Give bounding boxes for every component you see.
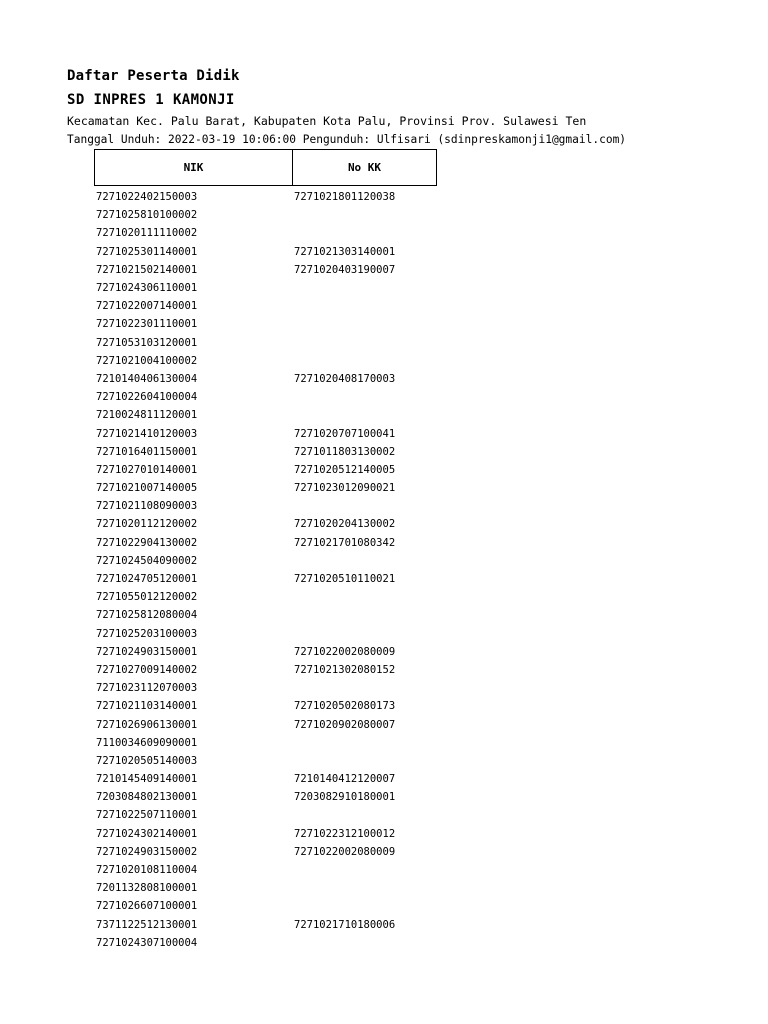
nik-cell: 7271024705120001	[96, 573, 198, 586]
document-title: Daftar Peserta Didik	[67, 68, 240, 84]
table-row	[96, 879, 496, 897]
nik-cell: 7271021004100002	[96, 354, 198, 367]
nik-cell: 7271026906130001	[96, 718, 198, 731]
column-header-nik: NIK	[95, 150, 293, 185]
school-name: SD INPRES 1 KAMONJI	[67, 92, 235, 108]
table-row	[96, 261, 496, 279]
no-kk-cell: 7271021302080152	[294, 663, 396, 676]
table-row	[96, 897, 496, 915]
table-row	[96, 606, 496, 624]
nik-cell: 7271022507110001	[96, 809, 198, 822]
table-row	[96, 479, 496, 497]
table-row	[96, 388, 496, 406]
nik-cell: 7271022402150003	[96, 191, 198, 204]
table-row	[96, 206, 496, 224]
nik-cell: 7271024302140001	[96, 827, 198, 840]
table-row	[96, 279, 496, 297]
no-kk-cell: 7271021701080342	[294, 536, 396, 549]
table-row	[96, 843, 496, 861]
table-row	[96, 934, 496, 952]
nik-cell: 7271016401150001	[96, 445, 198, 458]
no-kk-cell: 7271020408170003	[294, 372, 396, 385]
table-body	[96, 188, 496, 952]
no-kk-cell: 7271020707100041	[294, 427, 396, 440]
nik-cell: 7271024504090002	[96, 554, 198, 567]
nik-cell: 7271024307100004	[96, 936, 198, 949]
no-kk-cell: 7271022312100012	[294, 827, 396, 840]
table-row	[96, 788, 496, 806]
no-kk-cell: 7271020510110021	[294, 573, 396, 586]
table-row	[96, 224, 496, 242]
table-row	[96, 588, 496, 606]
nik-cell: 7210140406130004	[96, 372, 198, 385]
nik-cell: 7210024811120001	[96, 409, 198, 422]
location-line: Kecamatan Kec. Palu Barat, Kabupaten Kota Palu, Provinsi Prov. Sulawesi Ten	[67, 114, 587, 128]
nik-cell: 7201132808100001	[96, 882, 198, 895]
nik-cell: 7271024306110001	[96, 282, 198, 295]
nik-cell: 7271025810100002	[96, 209, 198, 222]
no-kk-cell: 7271021710180006	[294, 918, 396, 931]
nik-cell: 7271022904130002	[96, 536, 198, 549]
nik-cell: 7271021108090003	[96, 500, 198, 513]
table-row	[96, 679, 496, 697]
nik-cell: 7271027010140001	[96, 463, 198, 476]
download-info: Tanggal Unduh: 2022-03-19 10:06:00 Pengunduh: Ulfisari (sdinpreskamonji1@gmail.com)	[67, 133, 627, 146]
table-row	[96, 497, 496, 515]
no-kk-cell: 7271023012090021	[294, 482, 396, 495]
nik-cell: 7271025301140001	[96, 245, 198, 258]
table-row	[96, 370, 496, 388]
nik-cell: 7271020112120002	[96, 518, 198, 531]
no-kk-cell: 7271020902080007	[294, 718, 396, 731]
nik-cell: 7210145409140001	[96, 773, 198, 786]
nik-cell: 7203084802130001	[96, 791, 198, 804]
table-row	[96, 625, 496, 643]
no-kk-cell: 7271020512140005	[294, 463, 396, 476]
nik-cell: 7271020108110004	[96, 864, 198, 877]
nik-cell: 7271021007140005	[96, 482, 198, 495]
nik-cell: 7271021103140001	[96, 700, 198, 713]
table-row	[96, 461, 496, 479]
table-row	[96, 352, 496, 370]
no-kk-cell: 7271022002080009	[294, 645, 396, 658]
no-kk-cell: 7271022002080009	[294, 845, 396, 858]
nik-cell: 7271027009140002	[96, 663, 198, 676]
no-kk-cell: 7203082910180001	[294, 791, 396, 804]
no-kk-cell: 7271020403190007	[294, 263, 396, 276]
table-row	[96, 661, 496, 679]
table-row	[96, 715, 496, 733]
nik-cell: 7271024903150002	[96, 845, 198, 858]
nik-cell: 7271025812080004	[96, 609, 198, 622]
nik-cell: 7271025203100003	[96, 627, 198, 640]
nik-cell: 7271022604100004	[96, 391, 198, 404]
table-row	[96, 297, 496, 315]
table-row	[96, 406, 496, 424]
nik-cell: 7271022301110001	[96, 318, 198, 331]
table-row	[96, 806, 496, 824]
table-row	[96, 552, 496, 570]
table-row	[96, 643, 496, 661]
table-row	[96, 916, 496, 934]
table-row	[96, 188, 496, 206]
nik-cell: 7271026607100001	[96, 900, 198, 913]
table-row	[96, 734, 496, 752]
table-row	[96, 861, 496, 879]
nik-cell: 7271021502140001	[96, 263, 198, 276]
table-row	[96, 534, 496, 552]
no-kk-cell: 7271011803130002	[294, 445, 396, 458]
nik-cell: 7271021410120003	[96, 427, 198, 440]
nik-cell: 7271024903150001	[96, 645, 198, 658]
no-kk-cell: 7271020204130002	[294, 518, 396, 531]
column-header-no-kk: No KK	[347, 161, 382, 174]
nik-cell: 7271020505140003	[96, 754, 198, 767]
table-row	[96, 515, 496, 533]
nik-cell: 7271053103120001	[96, 336, 198, 349]
nik-cell: 7271022007140001	[96, 300, 198, 313]
no-kk-cell: 7271020502080173	[294, 700, 396, 713]
nik-cell: 7110034609090001	[96, 736, 198, 749]
table-row	[96, 424, 496, 442]
table-row	[96, 697, 496, 715]
table-header	[94, 149, 437, 186]
table-row	[96, 443, 496, 461]
table-row	[96, 570, 496, 588]
table-row	[96, 334, 496, 352]
nik-cell: 7271055012120002	[96, 591, 198, 604]
no-kk-cell: 7210140412120007	[294, 773, 396, 786]
table-row	[96, 243, 496, 261]
table-row	[96, 770, 496, 788]
table-row	[96, 752, 496, 770]
no-kk-cell: 7271021801120038	[294, 191, 396, 204]
no-kk-cell: 7271021303140001	[294, 245, 396, 258]
nik-cell: 7271020111110002	[96, 227, 198, 240]
nik-cell: 7371122512130001	[96, 918, 198, 931]
table-row	[96, 315, 496, 333]
nik-cell: 7271023112070003	[96, 682, 198, 695]
table-row	[96, 825, 496, 843]
